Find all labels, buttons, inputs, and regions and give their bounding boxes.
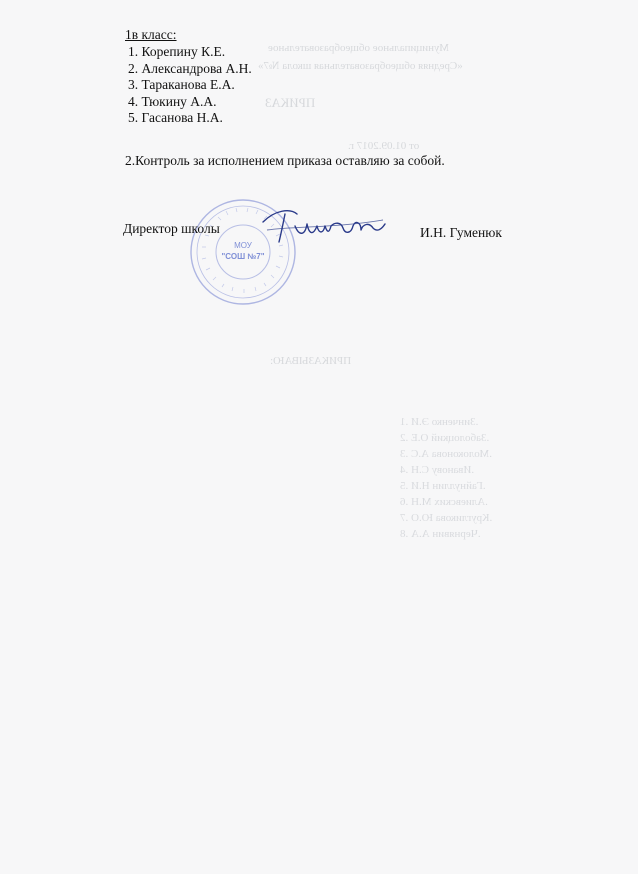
bleed-through-list xyxy=(400,414,492,542)
student-list xyxy=(128,44,252,127)
bleed-through-list-item: 2. Заболоцкий О.Е. xyxy=(400,432,490,444)
class-header: 1в класс: xyxy=(125,27,177,42)
bleed-through-line-4: от 01.09.2017 г. xyxy=(348,140,420,152)
list-item: 1. Корепину К.Е. xyxy=(128,44,226,59)
bleed-through-line-5: ПРИКАЗЫВАЮ: xyxy=(270,355,352,367)
bleed-through-line-1: Муниципальное общеобразовательное xyxy=(268,42,450,54)
stamp-text-2: "СОШ №7" xyxy=(221,252,265,261)
bleed-through-list-item: 5. Гайнуллин Н.И. xyxy=(400,480,486,492)
bleed-through-list-item: 4. Иванову С.Н. xyxy=(400,464,475,476)
bleed-through-list-item: 7. Кругликова Ю.О. xyxy=(400,512,493,524)
bleed-through-line-2: «Средняя общеобразовательная школа №7» xyxy=(258,60,463,72)
bleed-through-list-item: 1. Зинченко Э.И. xyxy=(400,416,479,428)
stamp-text-1: МОУ xyxy=(234,241,252,250)
bleed-through-list-item: 3. Молоконова А.С. xyxy=(400,448,492,460)
director-label: Директор школы xyxy=(123,221,220,236)
list-item: 5. Гасанова Н.А. xyxy=(128,110,223,126)
list-item: 4. Тюкину А.А. xyxy=(128,93,217,109)
director-name: И.Н. Гуменюк xyxy=(420,225,502,240)
control-clause: 2.Контроль за исполнением приказа оставляю за собой. xyxy=(125,153,445,168)
list-item: 2. Александрова А.Н. xyxy=(128,60,252,76)
bleed-through-list-item: 6. Алиевских М.Н. xyxy=(400,496,488,508)
handwritten-signature xyxy=(255,200,390,245)
list-item: 3. Тараканова Е.А. xyxy=(128,77,235,93)
bleed-through-line-3: ПРИКАЗ xyxy=(265,95,316,110)
bleed-through-list-item: 8. Чернявин А.А. xyxy=(400,528,481,540)
